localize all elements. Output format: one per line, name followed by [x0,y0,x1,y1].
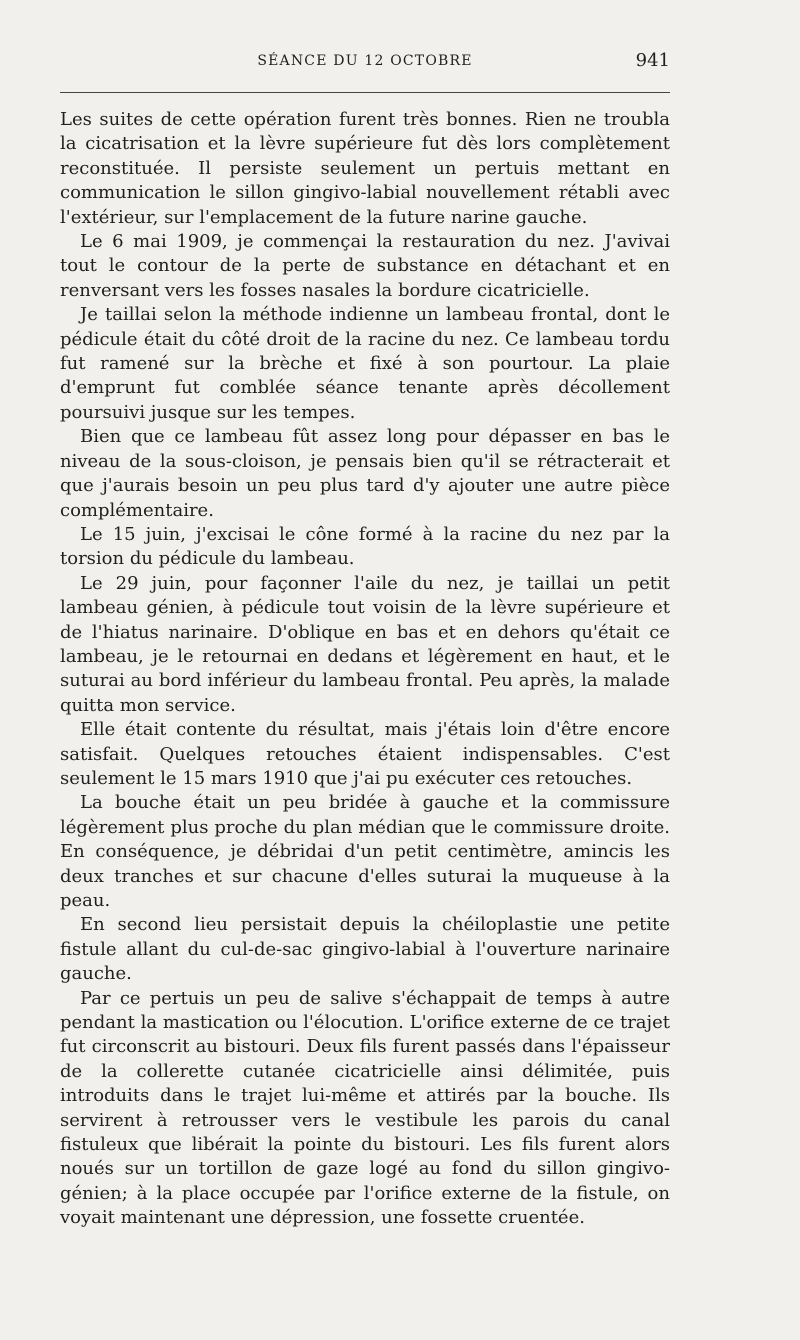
running-title: SÉANCE DU 12 OCTOBRE [257,53,473,69]
paragraph: Le 6 mai 1909, je commençai la restauration du nez. J'avivai tout le contour de la perte de substance en détachant et en renversant vers les fosses nasales la bordure cicatricielle. [60,231,670,301]
paragraph: Elle était contente du résultat, mais j'étais loin d'être encore satisfait. Quelques retouches étaient indispensables. C'est seulement le 15 mars 1910 que j'ai pu exécuter ces retouches. [60,719,670,789]
paragraph: Le 15 juin, j'excisai le cône formé à la racine du nez par la torsion du pédicule du lambeau. [60,523,670,570]
running-head [60,50,670,74]
page [60,0,670,1340]
paragraph: Je taillai selon la méthode indienne un lambeau frontal, dont le pédicule était du côté droit de la racine du nez. Ce lambeau tordu fut ramené sur la brèche et fixé à son pourtour. La plaie d'emprunt fut comblée séance tenante après décollement poursuivi jusque sur les tempes. [60,304,670,423]
page-number: 941 [635,50,670,71]
paragraph: Bien que ce lambeau fût assez long pour dépasser en bas le niveau de la sous-cloison, je pensais bien qu'il se rétracterait et que j'aurais besoin un peu plus tard d'y ajouter une autre pièce complémentaire. [60,426,670,521]
body-text [60,108,670,1231]
header-rule [60,92,670,93]
paragraph: Le 29 juin, pour façonner l'aile du nez, je taillai un petit lambeau génien, à pédicule tout voisin de la lèvre supérieure et de l'hiatus narinaire. D'oblique en bas et en dehors qu'était ce lambeau, je le retournai en dedans et légèrement en haut, et le suturai au bord inférieur du lambeau frontal. Peu après, la malade quitta mon service. [60,572,670,716]
paragraph: Les suites de cette opération furent très bonnes. Rien ne troubla la cicatrisation et la lèvre supérieure fut dès lors complètement reconstituée. Il persiste seulement un pertuis mettant en communication le sillon gingivo-labial nouvellement rétabli avec l'extérieur, sur l'emplacement de la future narine gauche. [60,109,670,228]
paragraph: Par ce pertuis un peu de salive s'échappait de temps à autre pendant la mastication ou l'élocution. L'orifice externe de ce trajet fut circonscrit au bistouri. Deux fils furent passés dans l'épaisseur de la collerette cutanée cicatricielle ainsi délimitée, puis introduits dans le trajet lui-même et attirés par la bouche. Ils servirent à retrousser vers le vestibule les parois du canal fistuleux que libérait la pointe du bistouri. Les fils furent alors noués sur un tortillon de gaze logé au fond du sillon gingivo-génien; à la place occupée par l'orifice externe de la fistule, on voyait maintenant une dépression, une fossette cruentée. [60,987,670,1229]
paragraph: En second lieu persistait depuis la chéiloplastie une petite fistule allant du cul-de-sac gingivo-labial à l'ouverture narinaire gauche. [60,914,670,985]
paragraph: La bouche était un peu bridée à gauche et la commissure légèrement plus proche du plan médian que le commissure droite. En conséquence, je débridai d'un petit centimètre, amincis les deux tranches et sur chacune d'elles suturai la muqueuse à la peau. [60,792,670,911]
